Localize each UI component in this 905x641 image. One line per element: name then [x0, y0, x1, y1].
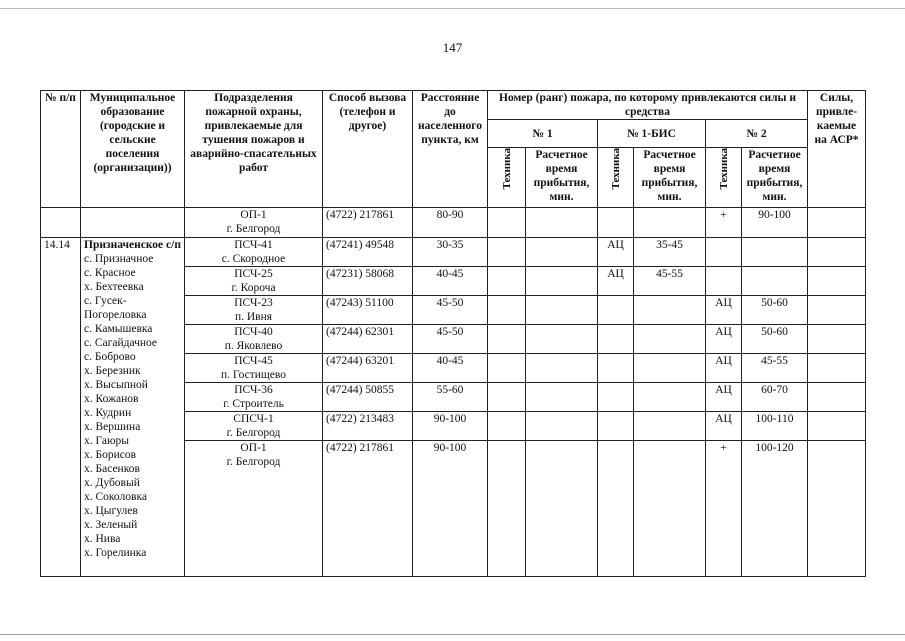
distance-cell: 80-90 — [413, 208, 488, 238]
distance-cell: 90-100 — [413, 412, 488, 441]
unit-cell: ОП-1 г. Белгород — [185, 208, 323, 238]
header-units: Подразделения пожарной охраны, привлекаемые для тушения пожаров и аварийно-спасательных работ — [185, 91, 323, 208]
distance-cell: 90-100 — [413, 441, 488, 577]
header-rb-tech: Техника — [598, 148, 634, 208]
r1-tech-cell — [488, 267, 526, 296]
r2-tech-cell: + — [706, 441, 742, 577]
header-rank-group: Номер (ранг) пожара, по которому привлекаются силы и средства — [488, 91, 808, 120]
unit-cell: СПСЧ-1 г. Белгород — [185, 412, 323, 441]
page-number: 147 — [442, 40, 463, 55]
r1-time-cell — [526, 383, 598, 412]
r2-time-cell: 45-55 — [742, 354, 808, 383]
r2-tech-cell — [706, 267, 742, 296]
r1-tech-cell — [488, 325, 526, 354]
phone-cell: (47241) 49548 — [323, 238, 413, 267]
distance-cell: 40-45 — [413, 267, 488, 296]
phone-cell: (47244) 50855 — [323, 383, 413, 412]
header-rb-time: Расчетное время прибытия, мин. — [634, 148, 706, 208]
settlement: х. Соколовка — [84, 491, 147, 503]
phone-cell: (47231) 58068 — [323, 267, 413, 296]
phone-cell: (4722) 213483 — [323, 412, 413, 441]
unit-cell: ПСЧ-41 с. Скородное — [185, 238, 323, 267]
phone-cell: (4722) 217861 — [323, 441, 413, 577]
rb-tech-cell — [598, 296, 634, 325]
rb-time-cell — [634, 412, 706, 441]
r1-tech-cell — [488, 238, 526, 267]
rb-time-cell: 45-55 — [634, 267, 706, 296]
municipality-cell — [81, 238, 185, 577]
settlement: Погореловка — [84, 309, 147, 321]
r1-time-cell — [526, 325, 598, 354]
r1-time-cell — [526, 412, 598, 441]
rb-time-cell — [634, 383, 706, 412]
settlement: х. Кудрин — [84, 407, 132, 419]
unit-cell: ПСЧ-25 г. Короча — [185, 267, 323, 296]
header-distance: Расстояние до населенного пункта, км — [413, 91, 488, 208]
r2-tech-cell: АЦ — [706, 383, 742, 412]
header-r1-time: Расчетное время прибытия, мин. — [526, 148, 598, 208]
r2-time-cell: 90-100 — [742, 208, 808, 238]
rb-tech-cell: АЦ — [598, 238, 634, 267]
settlement: с. Красное — [84, 267, 136, 279]
scan-edge-top — [0, 0, 905, 9]
settlement: х. Басенков — [84, 463, 140, 475]
phone-cell: (4722) 217861 — [323, 208, 413, 238]
rb-tech-cell — [598, 441, 634, 577]
rb-time-cell — [634, 354, 706, 383]
distance-cell: 45-50 — [413, 296, 488, 325]
rb-time-cell — [634, 325, 706, 354]
header-rank-1bis: № 1-БИС — [598, 120, 706, 148]
distance-cell: 55-60 — [413, 383, 488, 412]
r2-time-cell: 50-60 — [742, 325, 808, 354]
settlement: х. Нива — [84, 533, 121, 545]
r1-time-cell — [526, 238, 598, 267]
header-call-method: Способ вызова (телефон и другое) — [323, 91, 413, 208]
header-r2-time: Расчетное время прибытия, мин. — [742, 148, 808, 208]
header-r1-tech: Техника — [488, 148, 526, 208]
rb-time-cell — [634, 296, 706, 325]
r2-time-cell: 50-60 — [742, 296, 808, 325]
r1-time-cell — [526, 441, 598, 577]
distance-cell: 45-50 — [413, 325, 488, 354]
fire-forces-table — [40, 90, 866, 577]
r1-time-cell — [526, 296, 598, 325]
distance-cell: 40-45 — [413, 354, 488, 383]
settlement: х. Дубовый — [84, 477, 140, 489]
settlement: с. Боброво — [84, 351, 136, 363]
settlement: х. Бехтеевка — [84, 281, 144, 293]
settlement: с. Сагайдачное — [84, 337, 158, 349]
table-row — [41, 238, 866, 267]
unit-cell: ОП-1 г. Белгород — [185, 441, 323, 577]
r2-time-cell — [742, 238, 808, 267]
rb-tech-cell: АЦ — [598, 267, 634, 296]
r2-time-cell: 60-70 — [742, 383, 808, 412]
r1-tech-cell — [488, 296, 526, 325]
settlement: х. Борисов — [84, 449, 137, 461]
r2-time-cell: 100-110 — [742, 412, 808, 441]
r1-time-cell — [526, 267, 598, 296]
settlement: х. Горелинка — [84, 547, 147, 559]
distance-cell: 30-35 — [413, 238, 488, 267]
r1-tech-cell — [488, 412, 526, 441]
r1-tech-cell — [488, 354, 526, 383]
settlement: с. Гусек- — [84, 295, 127, 307]
settlement: х. Высыпной — [84, 379, 148, 391]
settlement: х. Зеленый — [84, 519, 138, 531]
settlement: с. Камышевка — [84, 323, 153, 335]
r2-time-cell: 100-120 — [742, 441, 808, 577]
rb-tech-cell — [598, 354, 634, 383]
settlement: х. Березник — [84, 365, 141, 377]
header-municipality: Муниципальное образование (городские и сельские поселения (организации)) — [81, 91, 185, 208]
unit-cell: ПСЧ-40 п. Яковлево — [185, 325, 323, 354]
r2-tech-cell — [706, 238, 742, 267]
municipality-name: Призначенское с/п — [84, 239, 181, 251]
settlement: х. Цыгулев — [84, 505, 138, 517]
settlement: х. Гаюры — [84, 435, 130, 447]
r2-tech-cell: АЦ — [706, 412, 742, 441]
rb-time-cell: 35-45 — [634, 238, 706, 267]
r2-time-cell — [742, 267, 808, 296]
phone-cell: (47243) 51100 — [323, 296, 413, 325]
rb-time-cell — [634, 441, 706, 577]
header-rank-2: № 2 — [706, 120, 808, 148]
unit-cell: ПСЧ-36 г. Строитель — [185, 383, 323, 412]
phone-cell: (47244) 62301 — [323, 325, 413, 354]
rb-tech-cell — [598, 325, 634, 354]
settlement: х. Кожанов — [84, 393, 139, 405]
table-row — [41, 208, 866, 238]
r2-tech-cell: АЦ — [706, 354, 742, 383]
r1-time-cell — [526, 354, 598, 383]
unit-cell: ПСЧ-45 п. Гостищево — [185, 354, 323, 383]
rb-tech-cell — [598, 383, 634, 412]
header-num: № п/п — [41, 91, 81, 208]
r1-tech-cell — [488, 383, 526, 412]
header-r2-tech: Техника — [706, 148, 742, 208]
settlement: х. Вершина — [84, 421, 141, 433]
rb-tech-cell — [598, 412, 634, 441]
r1-tech-cell — [488, 441, 526, 577]
header-asr: Силы, привле-каемые на АСР* — [808, 91, 866, 208]
r2-tech-cell: + — [706, 208, 742, 238]
phone-cell: (47244) 63201 — [323, 354, 413, 383]
settlement: с. Призначное — [84, 253, 154, 265]
unit-cell: ПСЧ-23 п. Ивня — [185, 296, 323, 325]
r2-tech-cell: АЦ — [706, 325, 742, 354]
header-rank-1: № 1 — [488, 120, 598, 148]
r2-tech-cell: АЦ — [706, 296, 742, 325]
section-num: 14.14 — [41, 238, 81, 577]
